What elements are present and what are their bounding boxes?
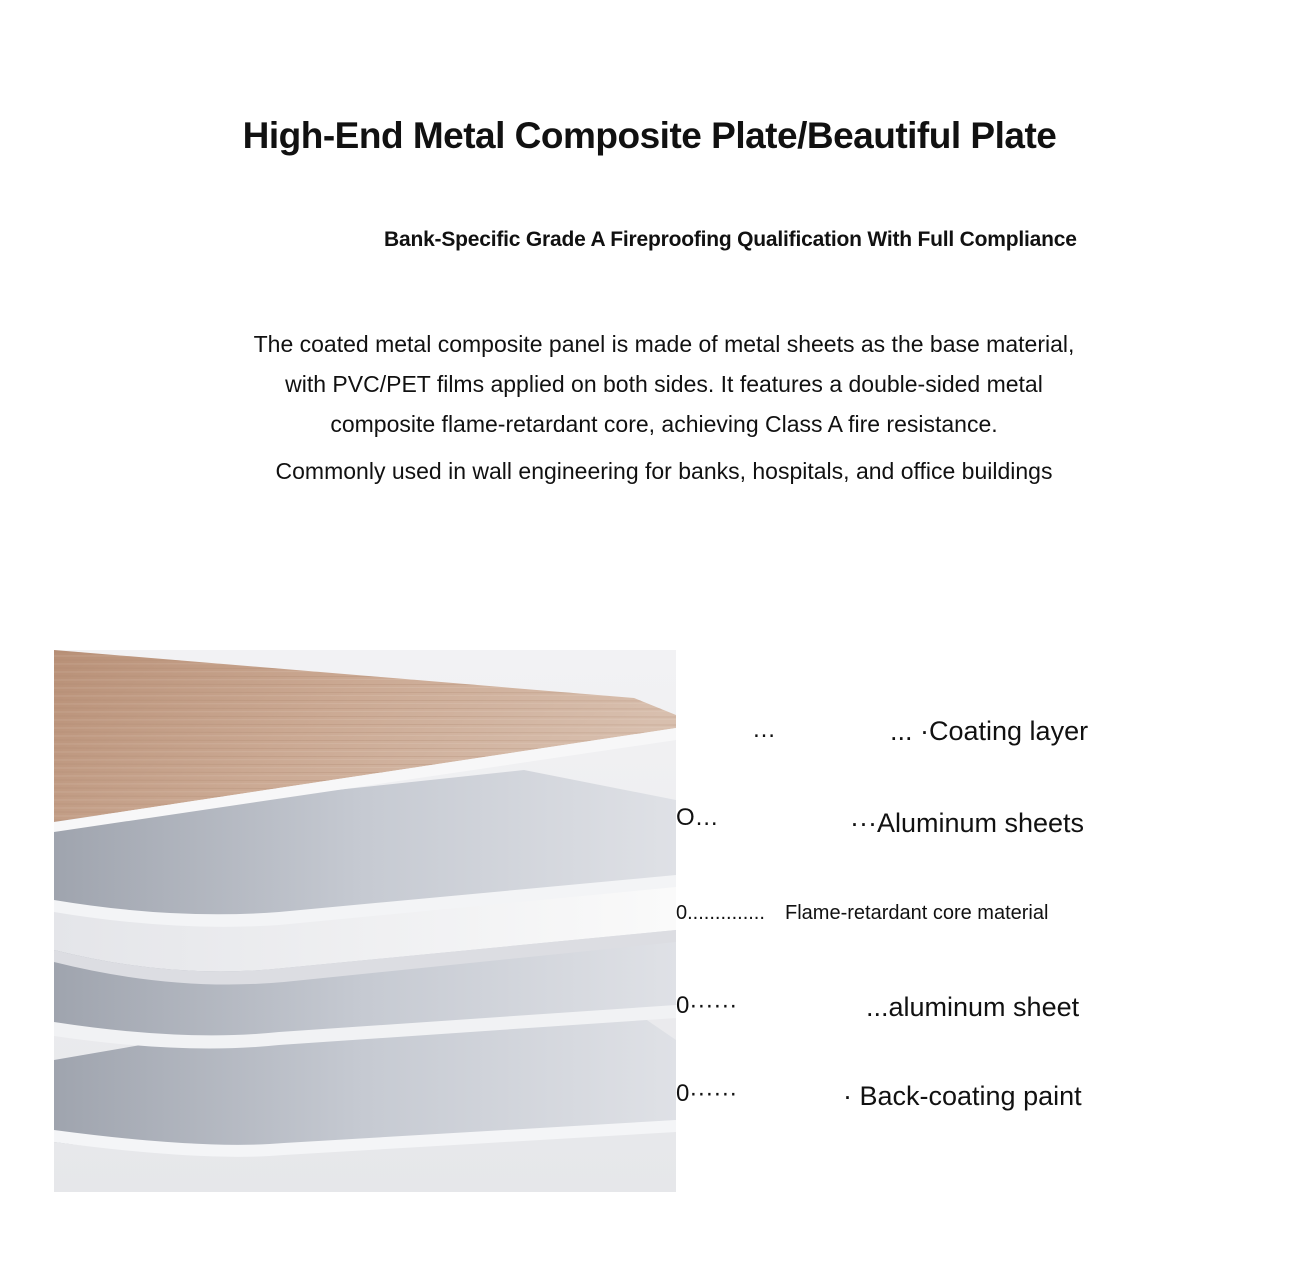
description-line: The coated metal composite panel is made of metal sheets as the base material, [253, 331, 1075, 357]
layer-label-back-coating: · Back-coating paint [843, 1081, 1082, 1111]
layer-label-aluminum-lower: ...aluminum sheet [866, 992, 1080, 1022]
page-title: High-End Metal Composite Plate/Beautiful Plate [242, 115, 1057, 156]
layer-label-core: Flame-retardant core material [785, 902, 1049, 924]
description-line: Commonly used in wall engineering for banks, hospitals, and office buildings [275, 458, 1053, 484]
layer-marker: 0······ [676, 1080, 738, 1107]
composite-panel-layers-image [54, 650, 676, 1192]
layer-marker: 0······ [676, 992, 738, 1019]
layer-marker: 0.............. [676, 902, 765, 924]
description-line: with PVC/PET films applied on both sides. It features a double-sided metal [285, 371, 1043, 397]
page-subtitle: Bank-Specific Grade A Fireproofing Qualification With Full Compliance [384, 228, 1077, 251]
layer-label-aluminum: ···Aluminum sheets [850, 808, 1085, 838]
description [164, 324, 1164, 491]
layer-label-coating: ... ·Coating layer [890, 716, 1089, 746]
description-line: composite flame-retardant core, achieving Class A fire resistance. [330, 411, 998, 437]
layer-marker: O… [676, 804, 719, 831]
layer-marker: … [752, 716, 776, 743]
